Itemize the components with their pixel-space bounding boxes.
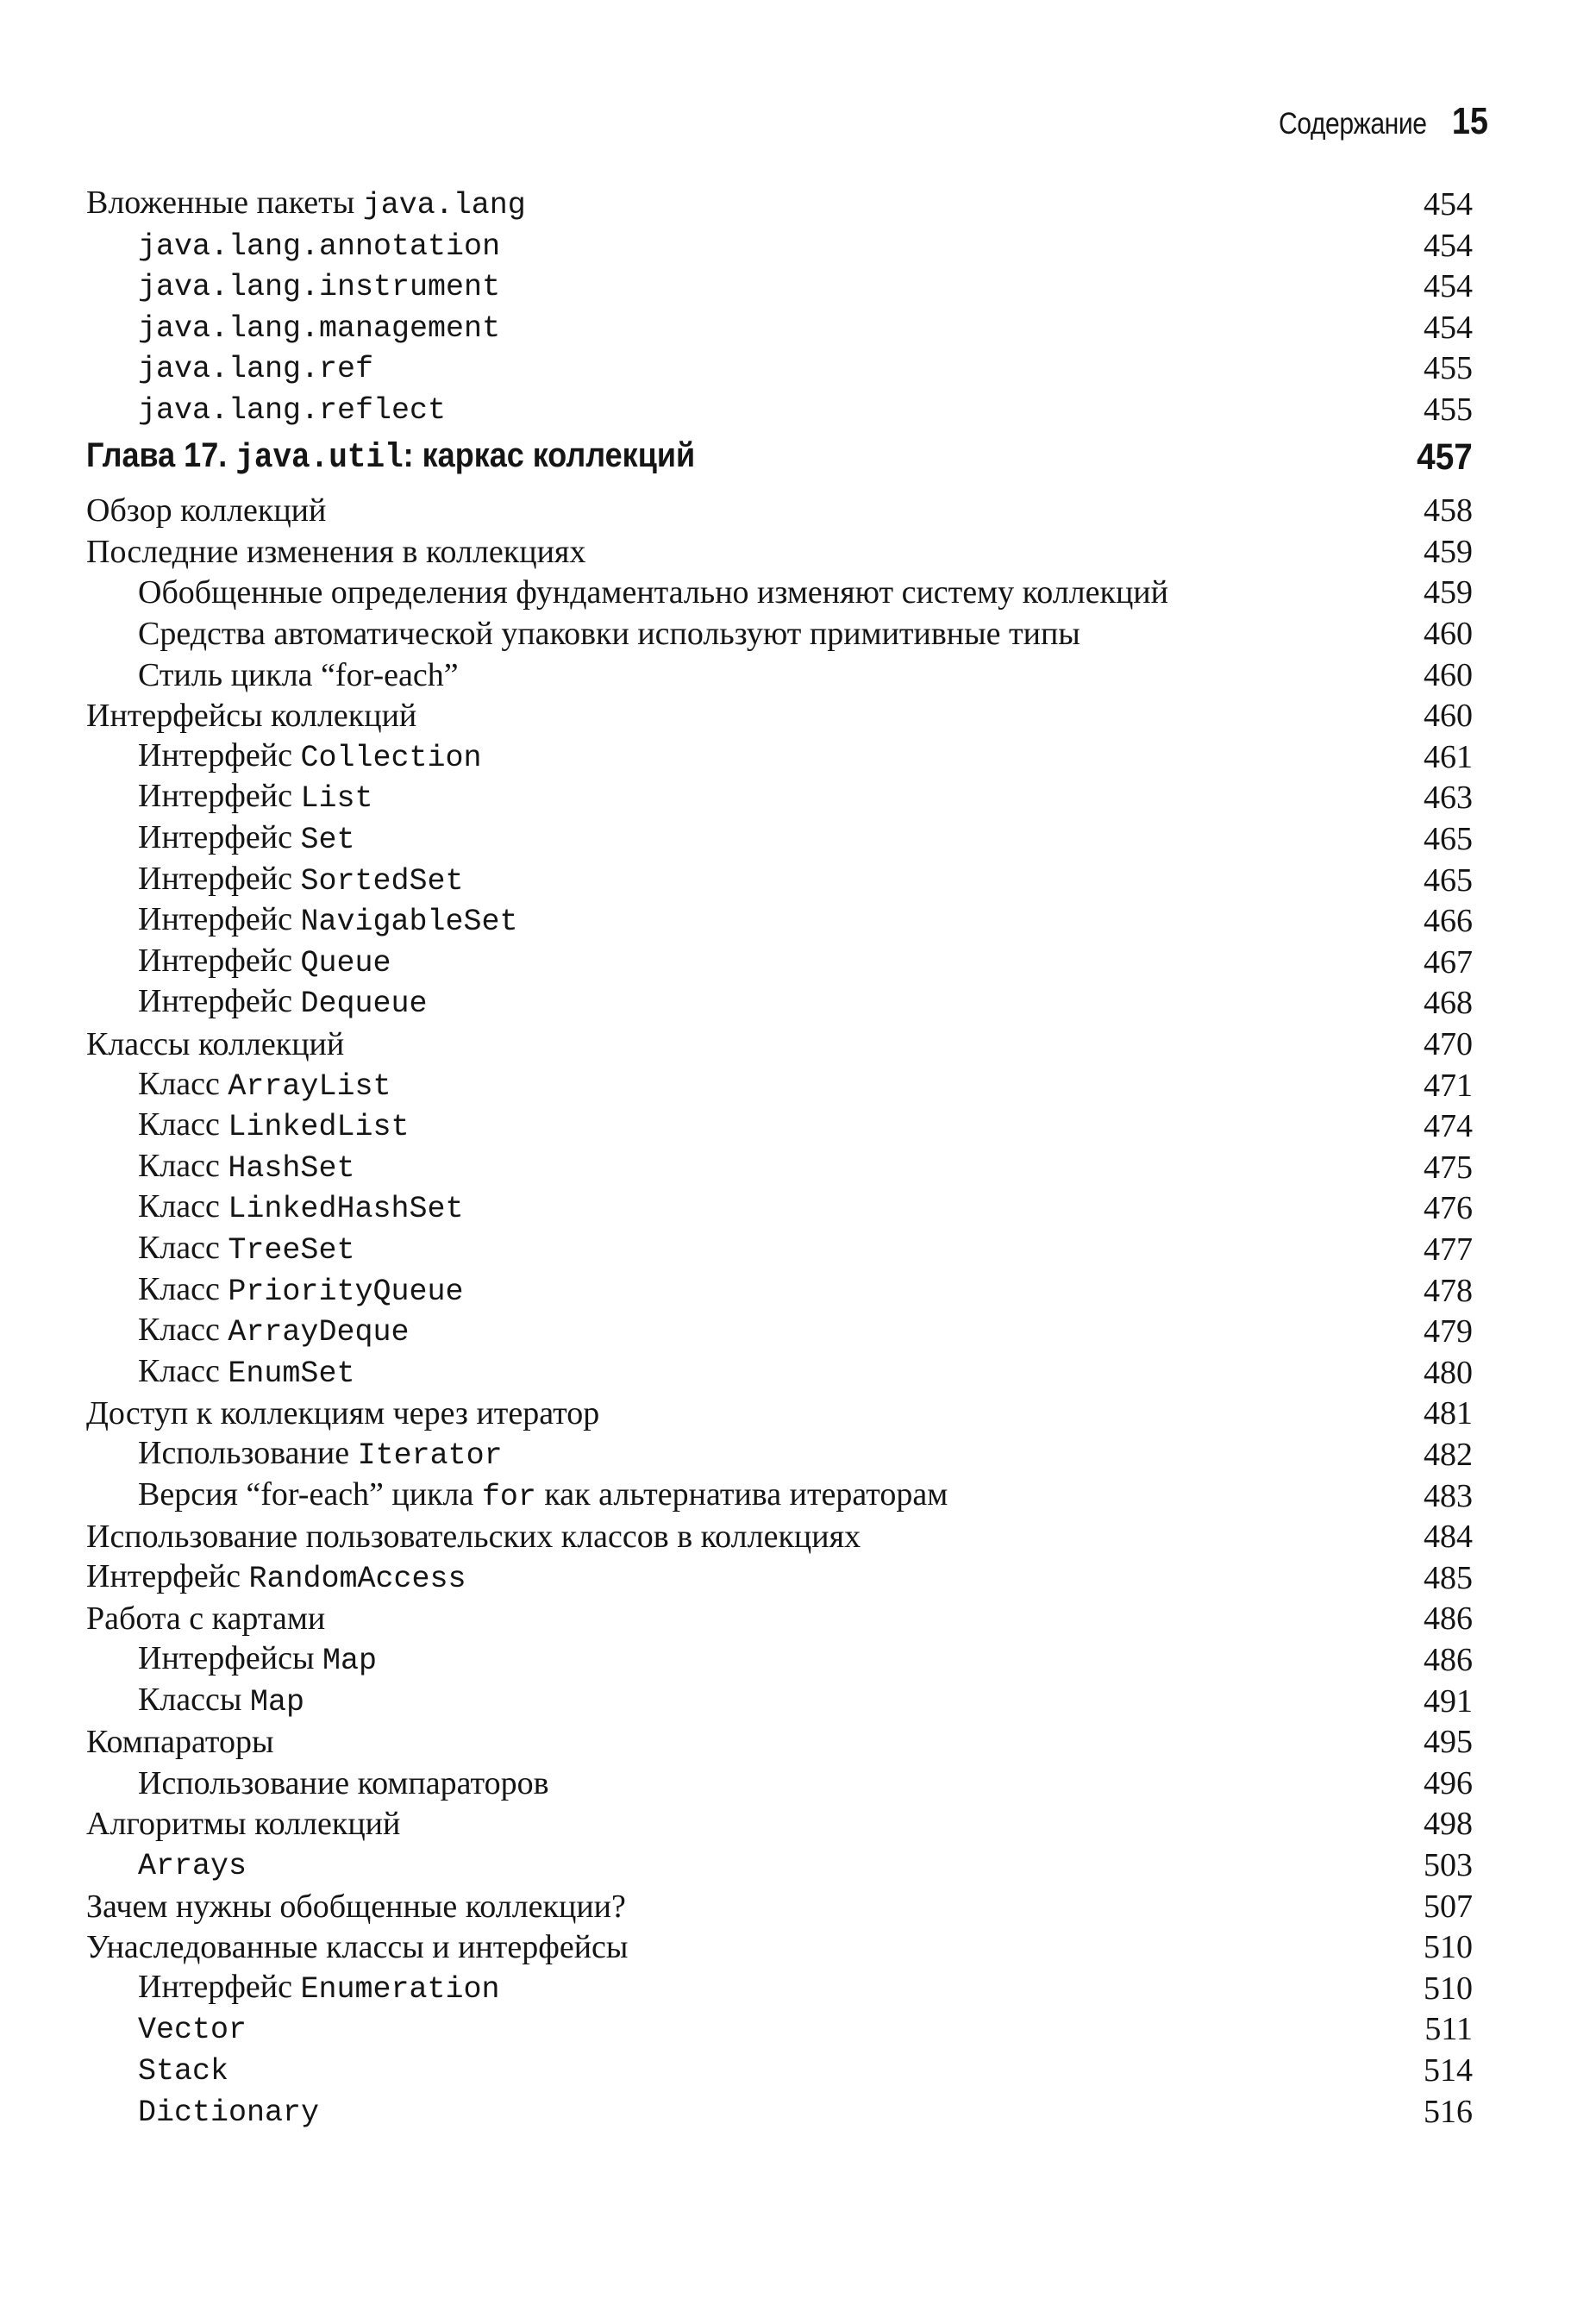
toc-chapter-heading (86, 435, 1473, 476)
toc-entry-title (138, 1847, 247, 1882)
toc-entry-title (138, 1683, 304, 1718)
toc-entry (86, 527, 1473, 568)
running-head-title: Содержание (1279, 107, 1428, 141)
toc-entry-title (138, 778, 373, 817)
code-identifier: List (300, 781, 373, 817)
title-text: Обзор коллекций (86, 492, 327, 529)
code-identifier: Dictionary (138, 2095, 320, 2130)
toc-page-number: 468 (1424, 985, 1473, 1022)
toc-page-number: 471 (1424, 1067, 1473, 1104)
title-text: Компараторы (86, 1724, 274, 1761)
toc-page-number: 477 (1424, 1231, 1473, 1268)
toc-entry (138, 1348, 1473, 1389)
toc-entry (86, 485, 1473, 527)
code-identifier: LinkedHashSet (228, 1192, 464, 1227)
toc-page-number: 480 (1424, 1354, 1473, 1391)
toc-entry-title (138, 1270, 464, 1309)
toc-entry (86, 1799, 1473, 1843)
title-text: Алгоритмы коллекций (86, 1806, 401, 1843)
toc-entry-title (138, 1970, 500, 2005)
toc-entry (138, 1964, 1473, 2005)
toc-entry (138, 650, 1473, 692)
toc-entry (138, 937, 1473, 979)
title-text: Интерфейс (138, 860, 301, 897)
title-text: Использование пользовательских классов в коллекциях (86, 1519, 861, 1556)
toc-entry (86, 1512, 1473, 1556)
toc-page-number: 455 (1424, 350, 1473, 387)
toc-page-number: 496 (1424, 1764, 1473, 1801)
toc-page-number: 516 (1424, 2093, 1473, 2130)
toc-entry (138, 343, 1473, 385)
toc-entry (138, 1143, 1473, 1184)
toc-page-number: 454 (1424, 309, 1473, 346)
code-identifier: java.lang (362, 188, 526, 222)
toc-entry (86, 1882, 1473, 1923)
toc-entry-title (138, 1190, 463, 1225)
toc-entry-title (138, 2052, 228, 2087)
toc-entry (138, 1266, 1473, 1307)
title-text: Интерфейс (138, 942, 301, 979)
toc-entry-title (138, 821, 354, 855)
toc-entry (138, 2087, 1473, 2128)
code-identifier: Enumeration (300, 1971, 500, 2007)
toc-page-number: 475 (1424, 1149, 1473, 1186)
toc-entry-title (138, 736, 482, 775)
toc-entry (138, 773, 1473, 817)
toc-entry (138, 896, 1473, 940)
toc-entry (86, 1594, 1473, 1638)
title-text: Последние изменения в коллекциях (86, 533, 586, 570)
toc-page-number: 511 (1424, 2011, 1473, 2048)
toc-entry (138, 1225, 1473, 1266)
toc-page-number: 479 (1424, 1313, 1473, 1350)
title-text: Обобщенные определения фундаментально изменяют систему коллекций (138, 574, 1168, 611)
toc-entry (86, 1922, 1473, 1964)
title-text: Интерфейс (138, 819, 301, 855)
toc-entry (138, 1635, 1473, 1676)
toc-entry-title (138, 350, 373, 385)
toc-entry (138, 1758, 1473, 1800)
running-head (1255, 100, 1488, 143)
code-identifier: java.lang.instrument (138, 270, 501, 305)
toc-entry-title (138, 1475, 948, 1514)
code-identifier: Map (249, 1684, 304, 1720)
title-text: как альтернатива итераторам (535, 1475, 948, 1513)
toc-page-number: 460 (1424, 616, 1473, 652)
toc-entry (138, 1430, 1473, 1471)
title-text: Стиль цикла “for-each” (138, 656, 459, 693)
toc-entry (86, 1553, 1473, 1594)
code-identifier: Map (322, 1644, 377, 1678)
title-text: Интерфейс (138, 736, 301, 774)
title-text: Зачем нужны обобщенные коллекции? (86, 1888, 626, 1925)
toc-page-number: 481 (1424, 1395, 1473, 1432)
toc-entry (86, 1019, 1473, 1061)
title-text: Глава 17. (86, 435, 236, 474)
toc-entry-title (138, 392, 446, 426)
toc-page-number: 476 (1424, 1190, 1473, 1227)
code-identifier: Queue (300, 945, 391, 980)
title-text: Работа с картами (86, 1600, 326, 1638)
toc-entry (138, 2004, 1473, 2048)
toc-entry (138, 1840, 1473, 1882)
title-text: Использование (138, 1435, 358, 1471)
toc-entry (138, 261, 1473, 303)
toc-page-number: 503 (1424, 1847, 1473, 1883)
code-identifier: TreeSet (228, 1233, 355, 1268)
toc-entry-title (138, 1108, 409, 1143)
toc-entry-title (138, 1437, 503, 1471)
code-identifier: Stack (138, 2054, 229, 2089)
code-identifier: LinkedList (228, 1110, 410, 1145)
toc-page-number: 495 (1424, 1724, 1473, 1761)
toc-entry-title (138, 576, 1168, 609)
code-identifier: java.lang.reflect (138, 393, 447, 428)
toc-entry-title (86, 1557, 466, 1596)
toc-page-number: 458 (1424, 492, 1473, 529)
toc-page-number: 514 (1424, 2052, 1473, 2089)
toc-entry (138, 303, 1473, 344)
title-text: Использование компараторов (138, 1764, 549, 1801)
code-identifier: RandomAccess (248, 1561, 466, 1596)
toc-entry (138, 1061, 1473, 1102)
title-text: Версия “for-each” цикла (138, 1475, 482, 1513)
toc-page-number: 507 (1424, 1888, 1473, 1925)
toc-page-number: 459 (1424, 533, 1473, 570)
toc-page-number: 454 (1424, 186, 1473, 222)
toc-entry (138, 567, 1473, 609)
code-identifier: Iterator (357, 1438, 503, 1473)
toc-entry-title (86, 186, 526, 221)
toc-entry (138, 732, 1473, 774)
toc-page-number: 465 (1424, 861, 1473, 899)
code-identifier: Arrays (138, 1849, 247, 1883)
code-identifier: java.util (235, 438, 404, 478)
code-identifier: ArrayList (228, 1068, 391, 1104)
toc-entry (138, 221, 1473, 262)
toc-entry-title (138, 310, 500, 344)
code-identifier: java.lang.management (138, 310, 501, 346)
title-text: Класс (138, 1270, 228, 1307)
toc-page-number: 466 (1424, 903, 1473, 940)
code-identifier: Set (300, 823, 355, 857)
toc-entry (138, 1101, 1473, 1143)
code-identifier: ArrayDeque (228, 1315, 410, 1350)
title-text: Вложенные пакеты (86, 185, 363, 221)
code-identifier: Vector (138, 2013, 247, 2048)
toc-entry (86, 179, 1473, 221)
toc-page-number: 467 (1424, 943, 1473, 980)
code-identifier: SortedSet (300, 863, 464, 899)
toc-entry-title (138, 1313, 409, 1348)
toc-page-number: 461 (1424, 738, 1473, 775)
toc-page-number: 483 (1424, 1477, 1473, 1514)
toc-entry-title (138, 1149, 354, 1184)
toc-page-number: 454 (1424, 268, 1473, 305)
toc-page-number: 457 (1417, 435, 1473, 478)
toc-entry-title (86, 533, 586, 570)
toc-page-number: 485 (1424, 1559, 1473, 1596)
toc-entry (138, 1676, 1473, 1718)
title-text: Интерфейс (138, 983, 301, 1020)
toc-entry-title (138, 228, 500, 262)
toc-entry (138, 609, 1473, 650)
toc-entry (138, 1471, 1473, 1513)
toc-entry-title (138, 617, 1080, 650)
toc-page-number: 460 (1424, 698, 1473, 735)
title-text: Интерфейс (138, 901, 301, 938)
toc-page-number: 510 (1424, 1929, 1473, 1966)
toc-page-number: 460 (1424, 656, 1473, 693)
toc-entry-title (86, 1028, 344, 1061)
title-text: : каркас коллекций (403, 435, 696, 474)
title-text: Класс (138, 1106, 228, 1143)
title-text: Интерфейс (138, 1968, 301, 2005)
toc-page-number: 478 (1424, 1272, 1473, 1309)
toc-page-number: 470 (1424, 1026, 1473, 1062)
toc-entry-title (138, 1231, 354, 1266)
title-text: Классы коллекций (86, 1026, 345, 1062)
code-identifier: java.lang.annotation (138, 229, 501, 264)
title-text: Классы (138, 1681, 250, 1718)
code-identifier: HashSet (228, 1150, 355, 1186)
toc-entry-title (86, 1600, 326, 1638)
title-text: Интерфейсы (138, 1640, 322, 1676)
toc-entry (138, 855, 1473, 897)
toc-entry (138, 2045, 1473, 2087)
toc-entry-title (86, 1519, 861, 1556)
code-identifier: NavigableSet (300, 905, 518, 940)
title-text: Унаследованные классы и интерфейсы (86, 1929, 629, 1966)
toc-entry-title (138, 2094, 319, 2128)
title-text: Класс (138, 1147, 228, 1184)
toc-entry (138, 978, 1473, 1022)
page-number: 15 (1451, 100, 1488, 142)
toc-entry (138, 1183, 1473, 1225)
toc-entry-title (86, 1890, 626, 1923)
title-text: Класс (138, 1065, 228, 1102)
title-text: Класс (138, 1312, 228, 1349)
toc-entry-title (138, 1764, 549, 1801)
code-identifier: for (481, 1479, 536, 1514)
title-text: Доступ к коллекциям через итератор (86, 1395, 600, 1432)
toc-page-number: 454 (1424, 227, 1473, 264)
toc-page-number: 486 (1424, 1642, 1473, 1678)
toc-entry-title (138, 268, 500, 303)
code-identifier: PriorityQueue (228, 1274, 464, 1309)
toc-entry-title (86, 698, 417, 735)
toc-entry-title (138, 1352, 355, 1391)
title-text: Класс (138, 1188, 228, 1225)
toc-page-number: 482 (1424, 1437, 1473, 1473)
toc-entry-title (86, 494, 326, 527)
code-identifier: java.lang.ref (138, 352, 374, 387)
toc-page-number: 510 (1424, 1970, 1473, 2007)
toc-entry-title (138, 901, 518, 940)
toc-page-number: 463 (1424, 780, 1473, 817)
toc-page-number: 491 (1424, 1682, 1473, 1720)
toc-entry-title (138, 1065, 391, 1104)
toc-page-number: 465 (1424, 821, 1473, 857)
toc-entry-title (86, 1806, 401, 1843)
toc-entry-title (138, 2011, 247, 2048)
title-text: Средства автоматической упаковки используют примитивные типы (138, 616, 1080, 652)
title-text: Класс (138, 1352, 228, 1389)
toc-page-number: 486 (1424, 1600, 1473, 1638)
toc-entry-title (86, 1397, 599, 1430)
toc-entry (138, 385, 1473, 426)
toc-page-number: 459 (1424, 574, 1473, 611)
toc-page-number: 498 (1424, 1806, 1473, 1843)
code-identifier: EnumSet (228, 1356, 355, 1391)
toc-entry (138, 814, 1473, 855)
toc-page-number: 484 (1424, 1519, 1473, 1556)
title-text: Интерфейс (86, 1557, 249, 1594)
toc-entry-title (86, 1931, 628, 1964)
toc-entry-title (86, 435, 696, 478)
toc-entry-title (138, 656, 459, 693)
toc-entry (138, 1306, 1473, 1348)
toc-entry-title (138, 983, 428, 1022)
toc-entry-title (138, 944, 391, 979)
toc-entry (86, 1388, 1473, 1430)
toc-entry-title (138, 862, 463, 897)
toc-entry (86, 691, 1473, 735)
toc-entry-title (138, 1642, 377, 1676)
title-text: Класс (138, 1230, 228, 1266)
title-text: Интерфейсы коллекций (86, 698, 417, 735)
toc-page-number: 455 (1424, 392, 1473, 428)
toc-entry (86, 1717, 1473, 1761)
code-identifier: Collection (300, 740, 482, 775)
toc-page-number: 474 (1424, 1108, 1473, 1145)
toc-entry-title (86, 1724, 274, 1761)
code-identifier: Dequeue (300, 987, 428, 1022)
title-text: Интерфейс (138, 778, 301, 815)
